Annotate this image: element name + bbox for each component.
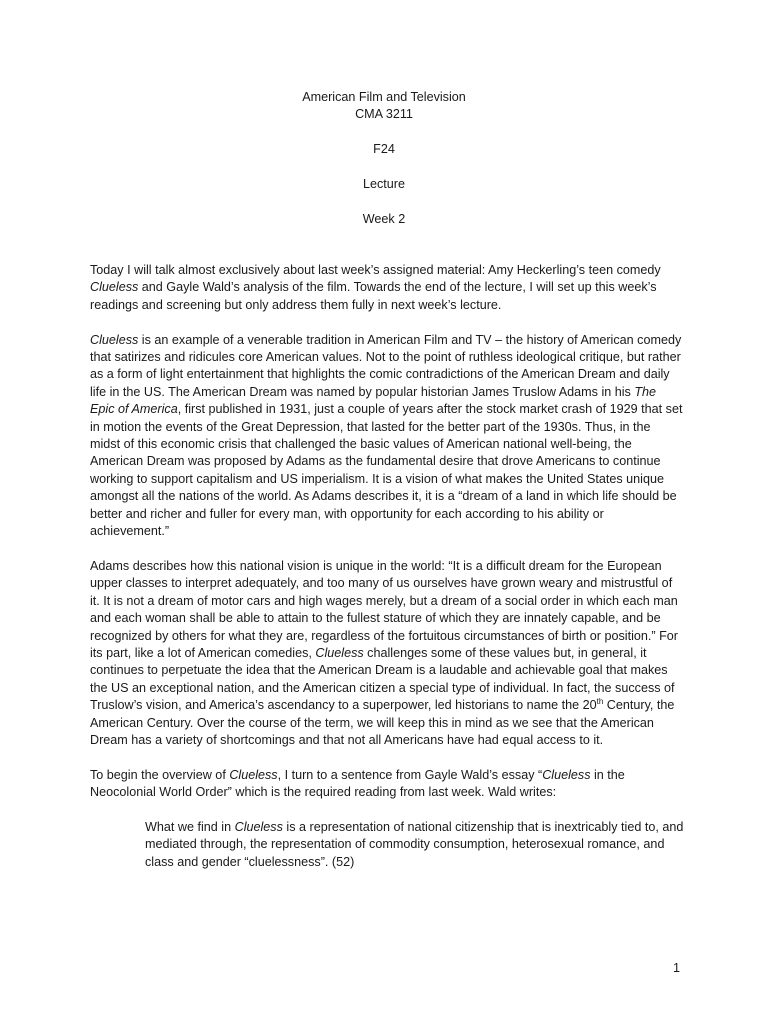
week-label: Week 2: [362, 211, 406, 226]
text-run: , first published in 1931, just a couple of years after the stock market crash of 1929 that set in motion the events of the Great Depression, that lasted for the better part of the 1930s. Thus, in the midst of this economic crisis that challenged the basic values of American national well-being, the American Dream was proposed by Adams as the fundamental desire that drove Americans to continue working to support capitalism and US imperialism. It is a vision of what makes the United States unique amongst all the nations of the world. As Adams describes it, it is a “dream of a land in which life should be better and richer and fuller for every man, with opportunity for each according to his ability or achievement.”: [90, 402, 683, 539]
text-run: in the Neocolonial World Order” which is the required reading from last week. Wald writes:: [90, 767, 625, 800]
italic-title-text: Clueless: [90, 332, 139, 347]
paragraph: [90, 767, 684, 802]
paragraph: [90, 558, 684, 749]
text-run: Century, the American Century. Over the course of the term, we will keep this in mind as we see that the American Dream has a variety of shortcomings and that not all Americans have had equal access to it.: [90, 698, 675, 747]
page-number: 1: [672, 961, 680, 975]
text-run: is an example of a venerable tradition in American Film and TV – the history of American comedy that satirizes and ridicules core American values. Not to the point of ruthless ideological critique, but rather as a form of light entertainment that highlights the comic contradictions of the American Dream and daily life in the US. The American Dream was named by popular historian James Truslow Adams in his: [90, 332, 682, 399]
document-header: [0, 89, 768, 228]
text-run: To begin the overview of: [90, 767, 230, 782]
document-type: Lecture: [362, 177, 405, 191]
text-run: What we find in: [145, 819, 235, 834]
italic-title-text: Clueless: [542, 767, 591, 782]
term: F24: [373, 142, 395, 157]
text-run: is a representation of national citizenship that is inextricably tied to, and mediated through, the representation of commodity consumption, heterosexual romance, and class and gender “cluelessness”. (52): [145, 819, 684, 869]
text-run: Adams describes how this national vision is unique in the world: “It is a difficult dream for the European upper classes to interpret adequately, and too many of us ourselves have grown weary and mistrustful of it. It is not a dream of motor cars and high wages merely, but a dream of a social order in which each man and each woman shall be able to attain to the fullest stature of which they are innately capable, and be recognized by others for what they are, regardless of the fortuitous circumstances of birth or position.” For its part, like a lot of American comedies,: [90, 558, 678, 660]
italic-title-text: Clueless: [90, 280, 139, 295]
course-code: CMA 3211: [355, 107, 413, 122]
text-run: , I turn to a sentence from Gayle Wald’s essay “: [277, 767, 543, 782]
course-title: American Film and Television: [302, 90, 466, 104]
italic-title-text: Clueless: [315, 645, 364, 660]
italic-title-text: The Epic of America: [90, 384, 657, 417]
document-body: [90, 262, 684, 889]
text-run: challenges some of these values but, in general, it continues to perpetuate the idea that the American Dream is a laudable and achievable goal that makes the US an exceptional nation, and the American citizen a special type of individual. In fact, the success of Truslow’s vision, and America’s ascendancy to a superpower, led historians to name the 20: [90, 645, 675, 713]
italic-title-text: Clueless: [234, 819, 283, 834]
block-quote: [145, 819, 684, 871]
text-run: Today I will talk almost exclusively about last week’s assigned material: Amy Heckerling’s teen comedy: [90, 263, 661, 277]
paragraph: [90, 262, 684, 314]
italic-title-text: Clueless: [229, 767, 278, 782]
superscript-text: th: [596, 697, 604, 707]
paragraph: [90, 332, 684, 541]
text-run: and Gayle Wald’s analysis of the film. Towards the end of the lecture, I will set up this week’s readings and screening but only address them fully in next week’s lecture.: [90, 280, 657, 312]
